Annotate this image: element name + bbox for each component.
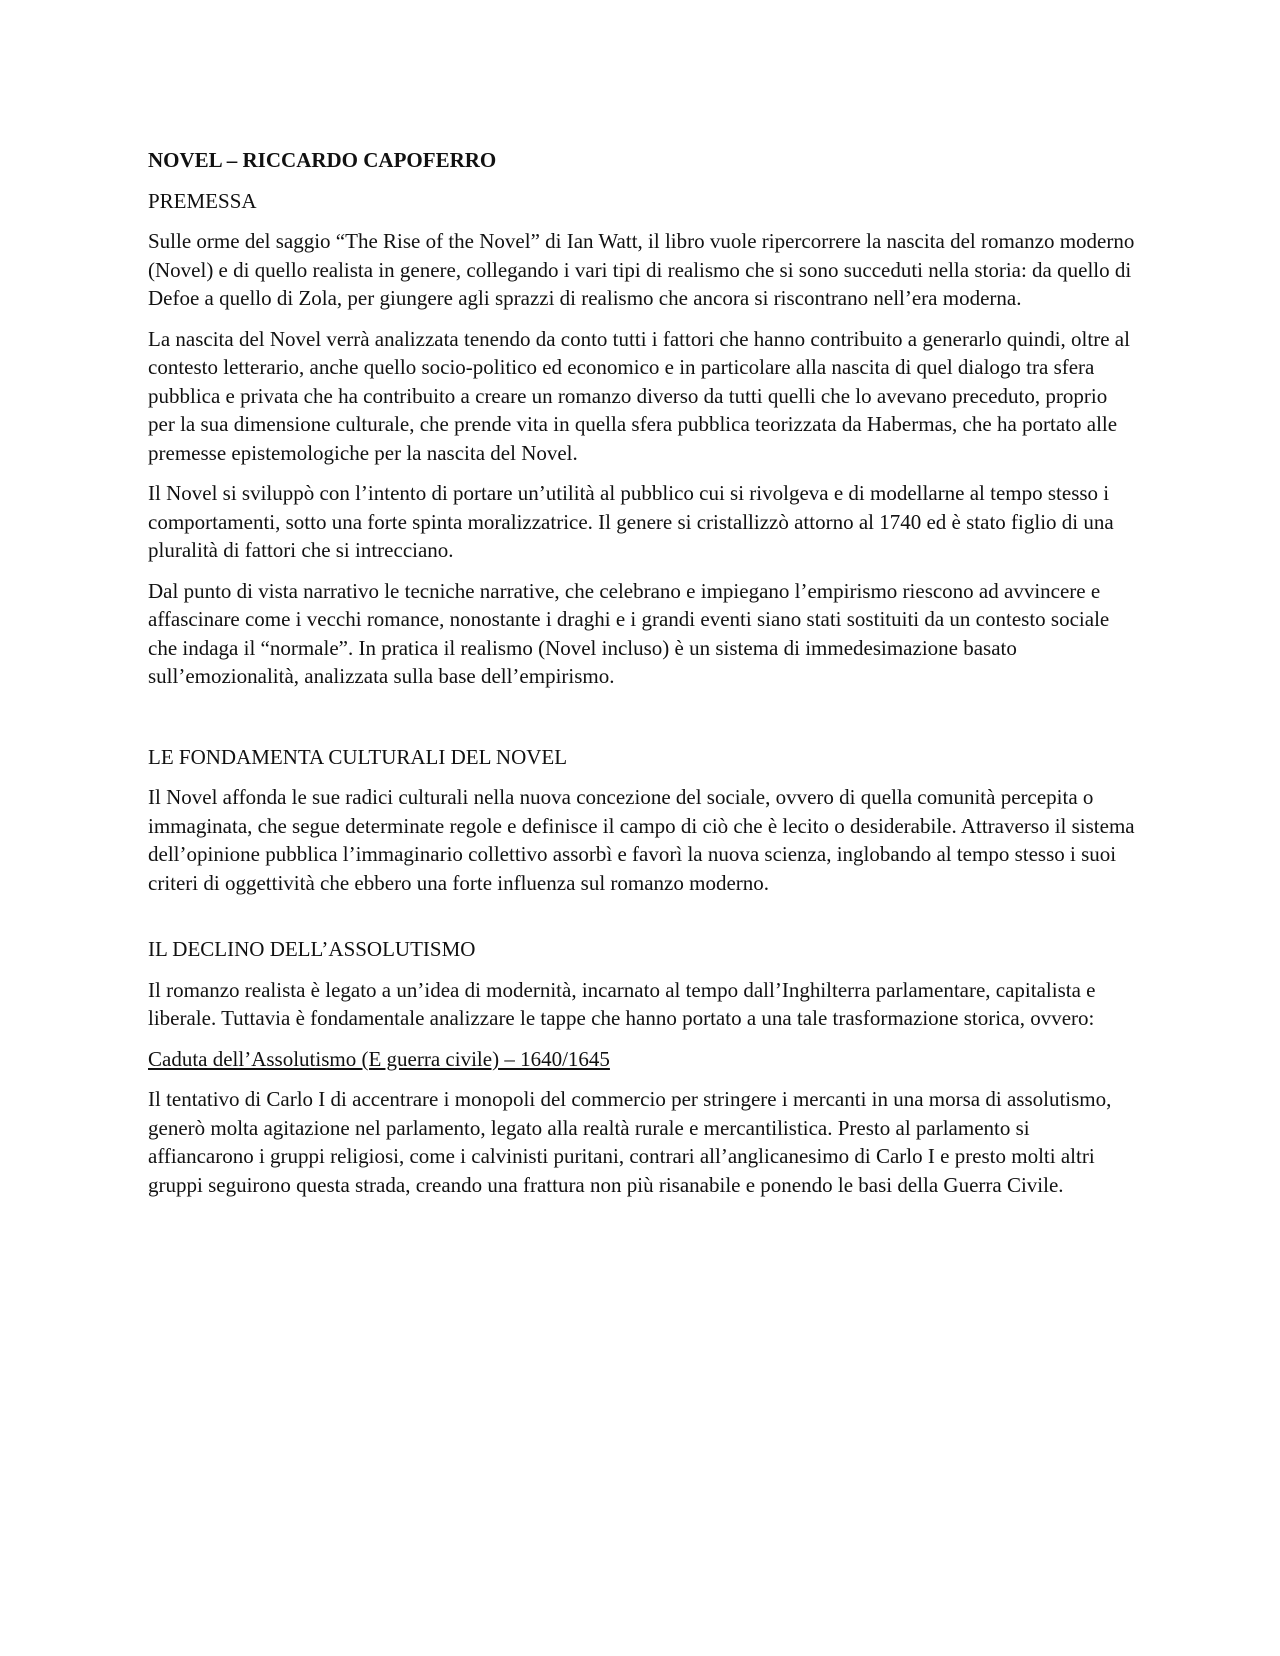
spacer bbox=[148, 703, 1138, 743]
paragraph: La nascita del Novel verrà analizzata tenendo da conto tutti i fattori che hanno contribuito a generarlo quindi, oltre al contesto letterario, anche quello socio-politico ed economico e in particolare alla nascita di quel dialogo tra sfera pubblica e privata che ha contribuito a creare un romanzo diverso da tutti quelli che lo avevano preceduto, proprio per la sua dimensione culturale, che prende vita in quella sfera pubblica teorizzata da Habermas, che ha portato alle premesse epistemologiche per la nascita del Novel. bbox=[148, 326, 1130, 465]
paragraph: Il romanzo realista è legato a un’idea di modernità, incarnato al tempo dall’Inghilterra parlamentare, capitalista e liberale. Tuttavia è fondamentale analizzare le tappe che hanno portato a una tale trasformazione storica, ovvero: bbox=[148, 977, 1096, 1030]
section-heading-fondamenta: LE FONDAMENTA CULTURALI DEL NOVEL bbox=[148, 744, 568, 769]
paragraph: Il tentativo di Carlo I di accentrare i monopoli del commercio per stringere i mercanti in una morsa di assolutismo, generò molta agitazione nel parlamento, legato alla realtà rurale e mercantilistica. Presto al parlamento si affiancarono i gruppi religiosi, come i calvinisti puritani, contrari all’anglicanesimo di Carlo I e presto molti altri gruppi seguirono questa strada, creando una frattura non più risanabile e ponendo le basi della Guerra Civile. bbox=[148, 1087, 1112, 1197]
section-heading-premessa: PREMESSA bbox=[148, 188, 257, 213]
paragraph: Sulle orme del saggio “The Rise of the Novel” di Ian Watt, il libro vuole ripercorrere la nascita del romanzo moderno (Novel) e di quello realista in genere, collegando i vari tipi di realismo che si sono succeduti nella storia: da quello di Defoe a quello di Zola, per giungere agli sprazzi di realismo che ancora si riscontrano nell’era moderna. bbox=[148, 229, 1135, 310]
paragraph: Il Novel si sviluppò con l’intento di portare un’utilità al pubblico cui si rivolgeva e di modellarne al tempo stesso i comportamenti, sotto una forte spinta moralizzatrice. Il genere si cristallizzò attorno al 1740 ed è stato figlio di una pluralità di fattori che si intrecciano. bbox=[148, 481, 1114, 562]
paragraph: Il Novel affonda le sue radici culturali nella nuova concezione del sociale, ovvero di quella comunità percepita o immaginata, che segue determinate regole e definisce il campo di ciò che è lecito o desiderabile. Attraverso il sistema dell’opinione pubblica l’immaginario collettivo assorbì e favorì la nuova scienza, inglobando al tempo stesso i suoi criteri di oggettività che ebbero una forte influenza sul romanzo moderno. bbox=[148, 785, 1135, 895]
document-page bbox=[148, 146, 1138, 1211]
spacer bbox=[148, 909, 1138, 935]
document-title: NOVEL – RICCARDO CAPOFERRO bbox=[148, 148, 497, 172]
subsection-heading: Caduta dell’Assolutismo (E guerra civile) – 1640/1645 bbox=[148, 1046, 610, 1071]
paragraph: Dal punto di vista narrativo le tecniche narrative, che celebrano e impiegano l’empirismo riescono ad avvincere e affascinare come i vecchi romance, nonostante i draghi e i grandi eventi siano stati sostituiti da un contesto sociale che indaga il “normale”. In pratica il realismo (Novel incluso) è un sistema di immedesimazione basato sull’emozionalità, analizzata sulla base dell’empirismo. bbox=[148, 578, 1110, 688]
section-heading-declino: IL DECLINO DELL’ASSOLUTISMO bbox=[148, 937, 476, 961]
